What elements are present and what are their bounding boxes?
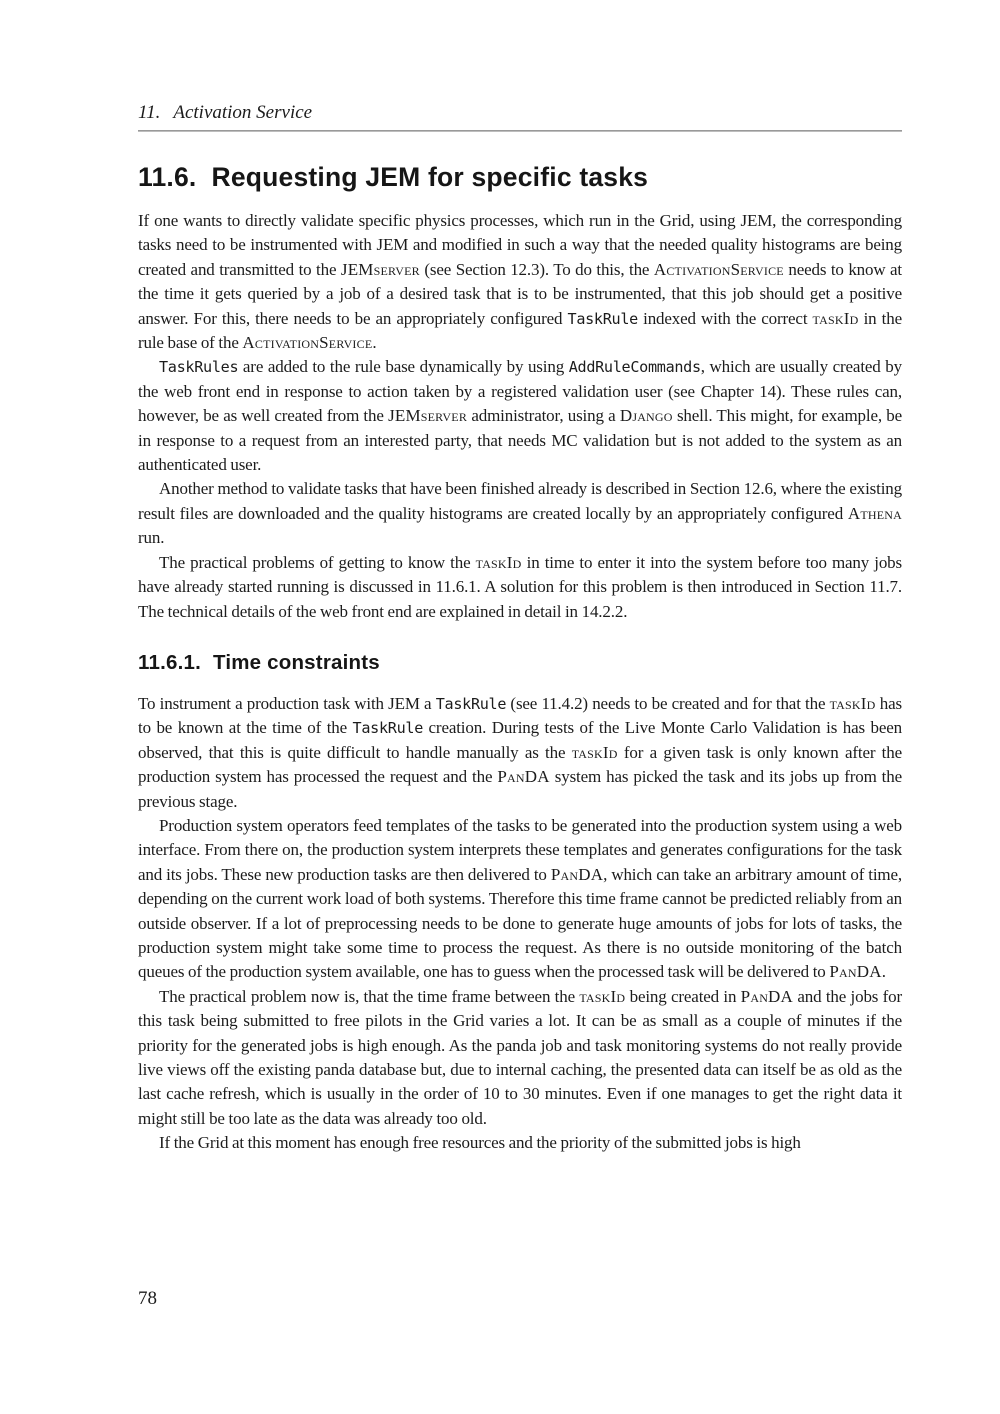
text-segment: creation. During tests of the Live Monte Carlo Validation is has been observed, that this is quite difficult to handle manually as the bbox=[138, 718, 902, 762]
smallcaps-term: taskId bbox=[829, 693, 876, 713]
subsection-heading bbox=[138, 650, 902, 676]
inline-code-term: TaskRules bbox=[159, 358, 239, 377]
text-segment: The practical problem now is, that the time frame between the bbox=[159, 986, 580, 1006]
paragraph bbox=[138, 692, 902, 814]
smallcaps-term: JEMserver bbox=[340, 259, 420, 279]
inline-code-term: AddRuleCommands bbox=[568, 358, 701, 377]
text-segment: , which are usually created by the web front end in response to action taken by a registered validation user (see Chapter 14). These rules can, however, be as well created from the bbox=[138, 357, 902, 426]
page-number: 78 bbox=[138, 1288, 157, 1309]
smallcaps-term: ActivationService bbox=[653, 259, 784, 279]
text-segment: and the jobs for this task being submitted to free pilots in the Grid varies a lot. It can be as small as a couple of minutes if the priority for the generated jobs is high enough. As the panda job and task monitoring systems do not really provide live views off the existing panda database but, due to internal caching, the presented data can itself be as old as the last cache refresh, which is usually in the order of 10 to 30 minutes. Even if one manages to get the right data it might still be too late as the data was already too old. bbox=[138, 986, 902, 1128]
paragraph bbox=[138, 551, 902, 624]
text-segment: run. bbox=[138, 528, 165, 548]
smallcaps-term: Django bbox=[619, 406, 673, 426]
text-segment: in time to enter it into the system before too many jobs have already started running is discussed in 11.6.1. A solution for this problem is then introduced in Section 11.7. The technical details of the web front end are explained in detail in 14.2.2. bbox=[138, 552, 902, 621]
text-column bbox=[138, 0, 902, 1156]
running-header-chapter-title: Activation Service bbox=[173, 102, 313, 123]
text-segment: being created in bbox=[625, 986, 741, 1006]
paragraph bbox=[138, 814, 902, 985]
smallcaps-term: PanDA bbox=[740, 986, 794, 1006]
paragraph bbox=[138, 477, 902, 550]
smallcaps-term: PanDA bbox=[497, 767, 550, 787]
paragraph bbox=[138, 355, 902, 477]
text-segment: (see 11.4.2) needs to be created and for that the bbox=[506, 693, 830, 713]
text-segment: . bbox=[881, 962, 886, 982]
text-segment: administrator, using a bbox=[467, 406, 620, 426]
section-heading bbox=[138, 161, 902, 194]
inline-code-term: TaskRule bbox=[435, 694, 507, 713]
running-header-chapter-number: 11. bbox=[138, 102, 161, 123]
text-segment: system has picked the task and its jobs up from the previous stage. bbox=[138, 767, 902, 811]
smallcaps-term: PanDA bbox=[550, 864, 604, 884]
smallcaps-term: taskId bbox=[475, 552, 522, 572]
text-segment: To instrument a production task with JEM a bbox=[138, 693, 436, 713]
text-segment: If one wants to directly validate specific physics processes, which run in the Grid, using JEM, the corresponding tasks need to be instrumented with JEM and modified in such a way that the needed quality histograms are being created and transmitted to the bbox=[138, 211, 902, 279]
paragraph bbox=[138, 209, 902, 355]
text-segment: are added to the rule base dynamically by using bbox=[238, 357, 569, 377]
subsection-title: Time constraints bbox=[212, 650, 380, 674]
text-segment: If the Grid at this moment has enough free resources and the priority of the submitted jobs is high bbox=[159, 1133, 801, 1153]
section-body bbox=[138, 209, 902, 624]
text-segment: for a given task is only known after the production system has processed the request and the bbox=[138, 742, 902, 787]
smallcaps-term: JEMserver bbox=[388, 406, 468, 426]
smallcaps-term: taskId bbox=[812, 308, 859, 328]
text-segment: . bbox=[372, 333, 377, 353]
inline-code-term: TaskRule bbox=[352, 719, 423, 738]
running-header bbox=[138, 102, 902, 124]
paragraph bbox=[138, 985, 902, 1131]
smallcaps-term: ActivationService bbox=[242, 333, 373, 353]
text-segment: (see Section 12.3). To do this, the bbox=[419, 259, 654, 279]
paragraph bbox=[138, 1131, 902, 1155]
text-segment: has to be known at the time of the bbox=[138, 693, 902, 738]
header-rule bbox=[138, 130, 902, 132]
smallcaps-term: taskId bbox=[579, 986, 626, 1006]
text-segment: , which can take an arbitrary amount of time, depending on the current work load of both systems. Therefore this time frame cannot be predicted reliably from an outside observer. If a lot of preprocessing needs to be done to generate huge amounts of jobs for lots of tasks, the production system might take some time to process the request. As there is no outside monitoring of the batch queues of the production system available, one has to guess when the processed task will be delivered to bbox=[138, 864, 903, 982]
text-segment: The practical problems of getting to know the bbox=[159, 552, 476, 572]
section-title: Requesting JEM for specific tasks bbox=[211, 162, 649, 192]
subsection-number: 11.6.1. bbox=[138, 650, 201, 674]
smallcaps-term: Athena bbox=[847, 503, 902, 523]
subsection-body bbox=[138, 692, 902, 1156]
smallcaps-term: taskId bbox=[571, 742, 618, 762]
section-number: 11.6. bbox=[138, 162, 197, 192]
text-segment: indexed with the correct bbox=[637, 308, 813, 328]
text-segment: in the rule base of the bbox=[138, 308, 902, 353]
inline-code-term: TaskRule bbox=[567, 309, 638, 328]
text-segment: shell. This might, for example, be in response to a request from an interested party, that needs MC validation but is not added to the system as an authenticated user. bbox=[138, 406, 903, 475]
text-segment: Another method to validate tasks that have been finished already is described in Section 12.6, where the existing result files are downloaded and the quality histograms are created locally by an appropriately configured bbox=[138, 479, 902, 523]
text-segment: Production system operators feed templates of the tasks to be generated into the production system using a web interface. From there on, the production system interprets these templates and generates configurations for the task and its jobs. These new production tasks are then delivered to bbox=[138, 815, 902, 884]
smallcaps-term: PanDA bbox=[829, 962, 882, 982]
text-segment: needs to know at the time it gets queried by a job of a desired task that is to be instrumented, that this job should get a positive answer. For this, there needs to be an appropriately configured bbox=[138, 259, 903, 328]
